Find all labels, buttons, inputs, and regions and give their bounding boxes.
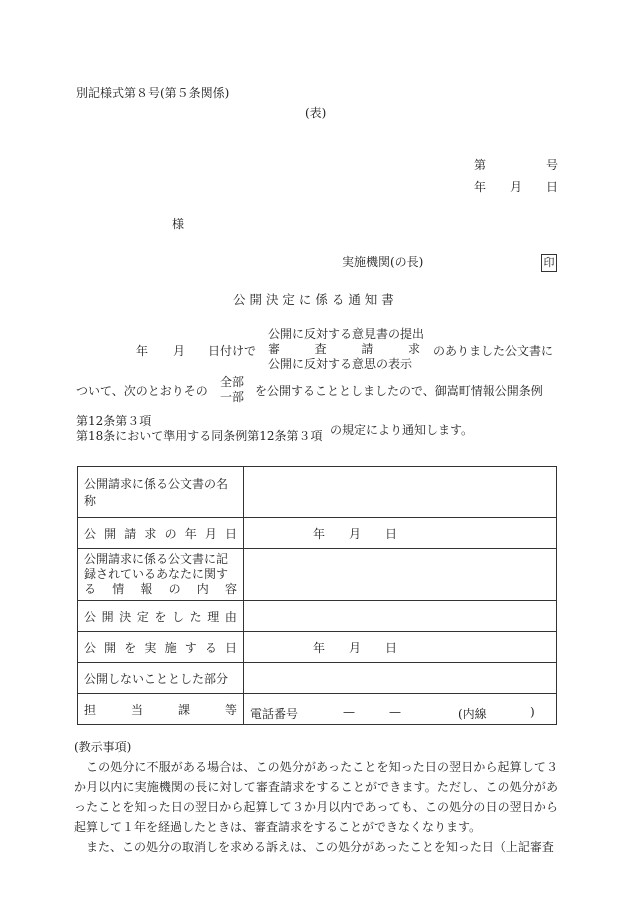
instructions-paragraph: また、この処分の取消しを求める訴えは、この処分があったことを知った日（上記審査 [86,840,554,854]
number-prefix: 第 [474,158,487,172]
options-b [220,375,244,405]
notice-table [77,466,557,725]
row-value-department [244,694,557,725]
body-date-year: 年 [136,344,149,358]
instructions-heading: (教示事項) [74,740,132,754]
date-year: 年 [313,526,326,541]
row-label-request-date: 公 開 請 求 の 年 月 日 [78,518,244,549]
issue-date-month: 月 [510,180,523,194]
body-line2-suffix: を公開することとしましたので、御嵩町情報公開条例 [255,384,543,398]
addressee-suffix: 様 [172,217,185,231]
row-label-disclosure-date: 公 開 を 実 施 す る 日 [78,632,244,663]
instructions-paragraph: この処分に不服がある場合は、この処分があったことを知った日の翌日から起算して３か月以内に実施機関の長に対して審査請求をすることができます。ただし、この処分があったことを知った日の翌日から起算して３か月以内であっても、この処分の日の翌日から起算して１年を経過したときは、審査請求をすることができなくなります。 [74,760,558,834]
row-value-reason [244,601,557,632]
instructions-section [74,737,558,857]
row-label-undisclosed-part: 公開しないこととした部分 [78,663,244,694]
date-year: 年 [313,640,326,655]
date-day: 日 [385,640,398,655]
phone-extension-close: ) [530,705,535,719]
row-value-undisclosed-part [244,663,557,694]
row-value-request-date [244,518,557,549]
option-a-3: 公開に反対する意思の表示 [268,357,413,371]
options-a [268,327,424,372]
row-value-document-name [244,467,557,518]
table-row [78,663,557,694]
table-row [78,601,557,632]
date-month: 月 [349,526,362,541]
issue-date-year: 年 [474,180,487,194]
document-title: 公 開 決 定 に 係 る 通 知 書 [233,292,394,307]
table-row [78,694,557,725]
phone-dash: — [389,705,401,719]
table-row [78,518,557,549]
phone-dash: — [343,705,355,719]
body-line2-prefix: ついて、次のとおりその [76,384,208,398]
option-b-2: 一部 [220,390,245,404]
options-c [76,414,323,444]
side-label: (表) [305,106,327,120]
row-label-personal-info [78,549,244,601]
phone-extension-open: (内線 [458,707,487,721]
row-value-personal-info [244,549,557,601]
body-line3-suffix: の規定により通知します。 [330,423,474,437]
date-day: 日 [385,526,398,541]
body-line1-suffix: のありました公文書に [433,344,554,358]
issue-date-day: 日 [546,180,559,194]
option-a-2: 審 査 請 求 [268,342,420,356]
row-label-department: 担 当 課 等 [78,694,244,725]
phone-label: 電話番号 [250,707,299,721]
row-label-reason: 公 開 決 定 を し た 理 由 [78,601,244,632]
date-month: 月 [349,640,362,655]
option-c-2: 第18条において準用する同条例第12条第３項 [76,429,323,443]
label-line: 録されているあなたに関す [84,567,229,581]
seal-mark: 印 [541,254,557,272]
number-suffix: 号 [546,158,559,172]
table-row [78,467,557,518]
option-a-1: 公開に反対する意見書の提出 [268,327,425,341]
option-b-1: 全部 [220,375,245,389]
table-row [78,549,557,601]
option-c-1: 第12条第３項 [76,414,152,428]
label-line: る 情 報 の 内 容 [84,582,237,596]
row-value-disclosure-date [244,632,557,663]
label-line: 公開請求に係る公文書に記 [84,552,229,566]
issuer-name: 実施機関(の長) [342,255,424,269]
table-row [78,632,557,663]
body-date-month: 月 [173,344,186,358]
row-label-document-name: 公開請求に係る公文書の名称 [78,467,244,518]
form-reference: 別記様式第８号(第５条関係) [76,86,230,100]
body-date-suffix: 日付けで [208,344,257,358]
